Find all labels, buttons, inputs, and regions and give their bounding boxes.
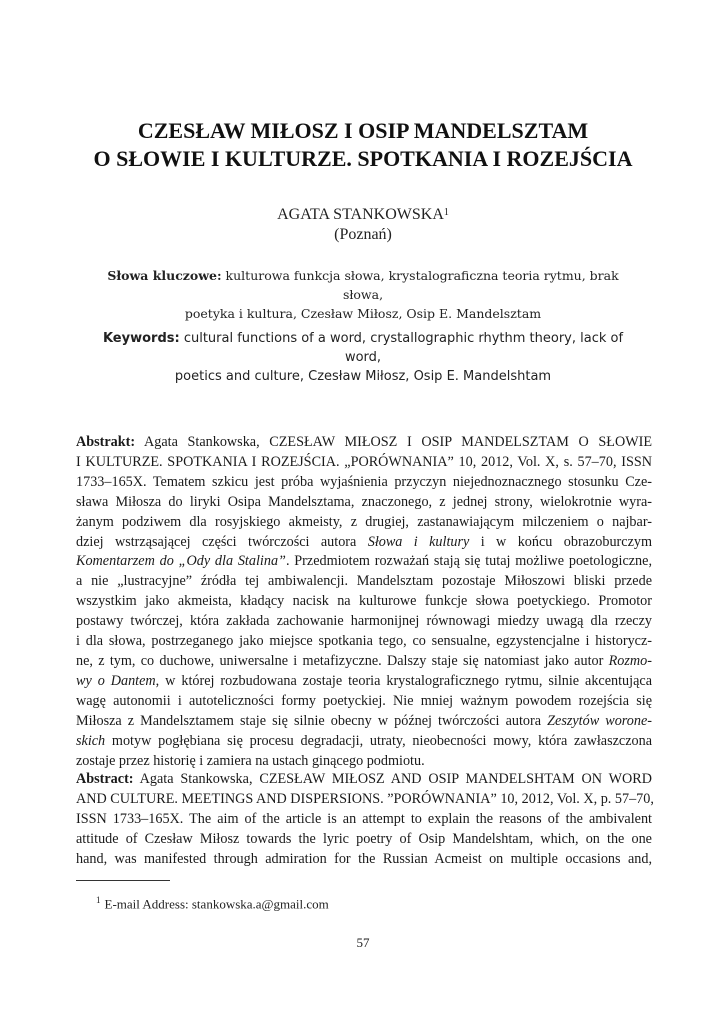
keywords-polish-line-2: poetyka i kultura, Czesław Miłosz, Osip E. Mandelsztam bbox=[184, 306, 542, 321]
author-name-text: AGATA STANKOWSKA bbox=[277, 206, 444, 223]
abstract-pl-line: I KULTURZE. SPOTKANIA I ROZEJŚCIA. „PORÓWNANIA” 10, 2012, Vol. X, s. 57–70, ISSN bbox=[76, 453, 652, 470]
abstract-en-text: Agata Stankowska, CZESŁAW MIŁOSZ AND OSIP MANDELSHTAM ON WORD bbox=[133, 771, 652, 787]
abstract-pl-line bbox=[76, 732, 652, 752]
author-name bbox=[0, 205, 726, 225]
abstract-pl-text: Miłosza z Mandelsztamem staje się silnie obecny w późnej twórczości autora bbox=[76, 712, 548, 729]
keywords-polish-label: Słowa kluczowe: bbox=[107, 268, 222, 283]
book-title-italic: skich bbox=[76, 732, 106, 749]
abstract-pl-line: zostaje przez historię i zamiera na ustach ginącego podmiotu. bbox=[76, 752, 425, 769]
abstract-pl-line: wagę autonomii i autoteliczności formy poetyckiej. Nie mniej ważnym powodem rozejścia się bbox=[76, 692, 652, 709]
footnote-mark: 1 bbox=[96, 895, 101, 905]
footnote-divider bbox=[76, 880, 170, 881]
footnote bbox=[96, 892, 329, 912]
abstract-pl-line bbox=[76, 712, 652, 732]
abstract-pl-line: i dla słowa, postrzeganego jako miejsce spotkania tego, co sensualne, egzystencjalne i historycz- bbox=[76, 633, 652, 650]
abstract-pl-line: postawy twórczej, która zakłada zachowanie harmonijnej równowagi miedzy uwagą dla rzeczy bbox=[76, 613, 652, 630]
abstract-english bbox=[76, 770, 652, 870]
keywords-english-label: Keywords: bbox=[102, 331, 180, 346]
keywords-english-line-1 bbox=[90, 329, 636, 367]
keywords-polish bbox=[90, 266, 636, 323]
title-line-1: CZESŁAW MIŁOSZ I OSIP MANDELSZTAM bbox=[137, 118, 589, 143]
abstract-pl-line: 1733–165X. Tematem szkicu jest próba wyjaśnienia przyczyn niejednoznacznego stosunku Cze- bbox=[76, 473, 652, 490]
abstract-pl-line bbox=[76, 672, 652, 692]
abstract-pl-text: , w której rozbudowana zostaje teoria krystalograficznego rytmu, silnie akcentująca bbox=[155, 672, 652, 689]
book-title-italic: Rozmo- bbox=[608, 652, 652, 669]
abstract-pl-line bbox=[76, 533, 652, 553]
abstract-en-line: attitude of Czesław Miłosz towards the lyric poetry of Osip Mandelshtam, which, on the one bbox=[76, 830, 652, 847]
abstract-pl-text: i w końcu obrazoburczym bbox=[469, 533, 652, 550]
keywords-english-text-1: cultural functions of a word, crystallographic rhythm theory, lack of word, bbox=[179, 331, 624, 365]
book-title-italic: wy o Dantem bbox=[76, 672, 156, 689]
abstract-pl-line bbox=[76, 652, 652, 672]
paper-title bbox=[60, 117, 666, 173]
book-title-italic: Słowa i kultury bbox=[367, 533, 470, 550]
abstract-en-label: Abstract: bbox=[76, 771, 134, 787]
abstract-pl-text: Agata Stankowska, CZESŁAW MIŁOSZ I OSIP MANDELSZTAM O SŁOWIE bbox=[135, 434, 652, 450]
footnote-text[interactable]: E-mail Address: stankowska.a@gmail.com bbox=[104, 896, 329, 912]
book-title-italic: Komentarzem do „Ody dla Stalina” bbox=[76, 553, 286, 570]
abstract-en-line: ISSN 1733–165X. The aim of the article is an attempt to explain the reasons of the ambivalent bbox=[76, 810, 652, 827]
title-line-2: O SŁOWIE I KULTURZE. SPOTKANIA I ROZEJŚCIA bbox=[93, 146, 633, 171]
keywords-polish-line-1 bbox=[90, 266, 636, 304]
abstract-pl-line bbox=[76, 433, 652, 453]
page-number: 57 bbox=[356, 935, 370, 950]
abstract-en-line: hand, was manifested through admiration for the Russian Acmeist on multiple occasions and, bbox=[76, 850, 652, 867]
keywords-english bbox=[90, 329, 636, 386]
author-affiliation: (Poznań) bbox=[334, 226, 392, 243]
abstract-pl-text: motyw pogłębiana się procesu degradacji, utraty, nieobecności mowy, która zawłaszczona bbox=[105, 732, 652, 749]
abstract-pl-line: a nie „lustracyjne” źródła tej ambiwalencji. Mandelsztam pozostaje Miłoszowi bliski przede bbox=[76, 573, 652, 590]
keywords-polish-text-1: kulturowa funkcja słowa, krystalograficzna teoria rytmu, brak słowa, bbox=[221, 268, 619, 302]
abstract-pl-text: ne, z tym, co duchowe, uniwersalne i metafizyczne. Dalszy staje się natomiast jako autor bbox=[76, 652, 609, 669]
keywords-english-line-2: poetics and culture, Czesław Miłosz, Osip E. Mandelshtam bbox=[174, 369, 552, 384]
author-footnote-mark[interactable]: 1 bbox=[443, 207, 449, 218]
abstract-pl-line: wszystkim jako akmeista, kładący nacisk na kulturowe funkcje słowa poetyckiego. Promotor bbox=[76, 593, 652, 610]
book-title-italic: Zeszytów worone- bbox=[547, 712, 652, 729]
author-block bbox=[0, 205, 726, 245]
abstract-pl-label: Abstrakt: bbox=[76, 434, 136, 450]
abstract-pl-line: sława Miłosza do liryki Osipa Mandelsztama, znaczonego, z jednej strony, wielokrotnie wyra- bbox=[76, 493, 652, 510]
abstract-pl-line bbox=[76, 552, 652, 572]
abstract-en-line bbox=[76, 770, 652, 790]
abstract-pl-text: dziej wstrząsającej części twórczości autora bbox=[76, 533, 368, 550]
abstract-pl-line: żanym podziwem dla rosyjskiego akmeisty, z drugiej, zastanawiającym milczeniem o najbar- bbox=[76, 513, 652, 530]
abstract-pl-text: . Przedmiotem rozważań stają się tutaj możliwe poetologiczne, bbox=[285, 553, 652, 570]
abstract-polish bbox=[76, 433, 652, 771]
abstract-en-line: AND CULTURE. MEETINGS AND DISPERSIONS. ”PORÓWNANIA” 10, 2012, Vol. X, p. 57–70, bbox=[76, 790, 654, 807]
